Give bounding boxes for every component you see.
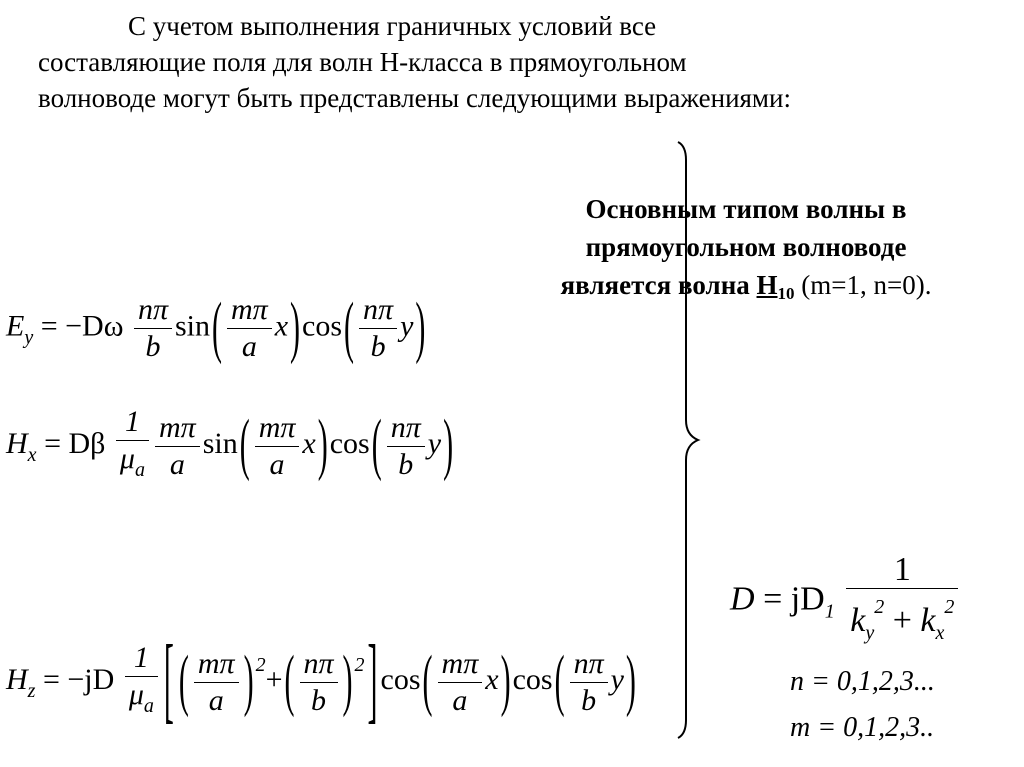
intro-line-3: волноводе могут быть представлены следующими выражениями: <box>38 83 791 113</box>
intro-paragraph <box>38 8 998 116</box>
n-index-range: n = 0,1,2,3... <box>790 666 935 697</box>
equation-hx: $H_x = D\beta$ $\frac{1}{\mu_a}$ $\frac{m\pi}{a}$ sin( $\frac{m\pi}{a}$ x)cos( $\frac{n\pi}{b}$ y) <box>6 405 454 483</box>
intro-line-2: составляющие поля для волн Н-класса в прямоугольном <box>38 47 687 77</box>
intro-line-1: С учетом выполнения граничных условий все <box>128 11 657 41</box>
m-index-range: m = 0,1,2,3.. <box>790 712 935 743</box>
note-line-3: является волна <box>560 270 757 300</box>
main-wave-note <box>506 190 986 313</box>
equation-ey: $E_y = -D\omega$ $\frac{n\pi}{b}$ sin( $\frac{m\pi}{a}$ x)cos( $\frac{n\pi}{b}$ y) <box>6 289 426 366</box>
note-line-1: Основным типом волны в <box>585 194 907 224</box>
note-line-3-tail: (m=1, n=0). <box>794 270 932 300</box>
right-curly-brace <box>676 140 706 740</box>
equation-d: $D = jD_1$ $\frac{1}{k_y^2 + k_x^2}$ <box>730 552 961 651</box>
note-line-2: прямоугольном волноводе <box>585 232 907 262</box>
h10-label: $H_{10}$ <box>756 270 795 303</box>
equation-hz: $H_z = -jD$ $\frac{1}{\mu_a}$ [ ( $\frac{m\pi}{a}$ ) $^2$+( $\frac{n\pi}{b}$ ) $^2$ ] cos( $\frac{m\pi}{a}$ x)cos( $\frac{n\pi}{b}$ y) <box>6 627 636 734</box>
